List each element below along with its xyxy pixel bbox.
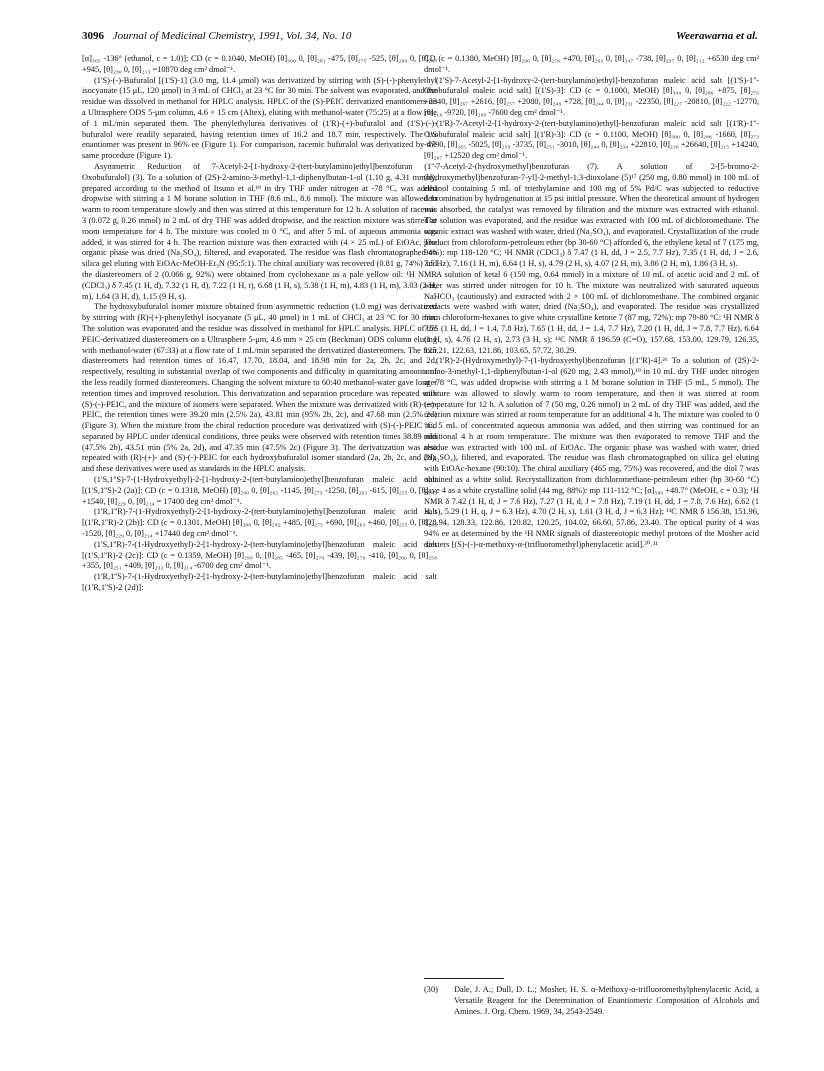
paragraph: (1'R)-2-(Hydroxymethyl)-7-(1-hydroxyethyl)benzofuran [(1''R)-4].²⁶ To a solution of (2S)-2-amino-3-methyl-1,1-diphenylbutan-1-ol (620 mg, 2.43 mmol),¹⁹ in 10 mL dry THF under nitrogen at -78 °C, was added dropwise with stirring a 1 M borane solution in THF (5 mL, 5 mmol). The mixture was allowed to slowly warm to room temperature, and then it was stirred at room temperature for 12 h. A solution of 7 (50 mg, 0.26 mmol) in 2 mL of dry THF was added, and the reaction mixture was stirred at room temperature for an additional 4 h. The mixture was cooled to 0 °C, 5 mL of concentrated aqueous ammonia was added, and then stirring was continued for an additional 4 h at room temperature. The mixture was then evaporated to remove THF and the residue was extracted with 100 mL of EtOAc. The organic phase was washed with water, dried (Na₂SO₄), filtered, and evaporated. The residue was flash chromatographed on silica gel eluting with EtOAc-hexane (90:10). The chiral auxiliary (465 mg, 75%) was recovered, and the diol 7 was obtained as a white solid. Recrystallization from dichloromethane-petroleum ether (bp 30-60 °C) gave 4 as a white crystalline solid (44 mg, 88%): mp 111-112 °C; [α]₅₈₉ +48.7° (MeOH, c = 0.3); ¹H NMR δ 7.42 (1 H, d, J = 7.6 Hz), 7.27 (1 H, d, J = 7.8 Hz), 7.19 (1 H, dd, J = 7.8, 7.6 Hz), 6.62 (1 H, s), 5.29 (1 H, q, J = 6.3 Hz), 4.70 (2 H, s), 1.61 (3 H, d, J = 6.3 Hz); ¹³C NMR δ 156.38, 151.96, 128.94, 128.33, 122.86, 120.82, 120.25, 104.02, 66.60, 57.86, 23.40. The optical purity of 4 was 94% ee as determined by the ¹H NMR signals of diastereotopic methyl protons of the Mosher acid diesters [(S)-(-)-α-methoxy-α-(trifluoromethyl)phenylacetic acid].³⁰˒³¹ bbox=[424, 356, 759, 549]
page-number: 3096 bbox=[82, 30, 104, 42]
footnote-number: (30) bbox=[424, 985, 438, 994]
running-header-left bbox=[82, 30, 351, 42]
footnote-divider bbox=[424, 978, 504, 979]
paragraph: A solution of ketal 6 (150 mg, 0.64 mmol) in a mixture of 10 mL of acetic acid and 2 mL of water was stirred under nitrogen for 10 h. The mixture was neutralized with saturated aqueous NaHCO₃ (cautiously) and extracted with 2 × 100 mL of dichloromethane. The combined organic extracts were washed with water, dried (Na₂SO₄), and evaporated. The residue was crystallized from chloroform-hexanes to give white crystalline ketone 7 (87 mg, 72%): mp 79-80 °C: ¹H NMR δ 7.75 (1 H, dd, J = 1.4, 7.8 Hz), 7.65 (1 H, dd, J = 1.4, 7.7 Hz), 7.20 (1 H, dd, J = 7.8, 7.7 Hz), 6.64 (1 H, s), 4.76 (2 H, s), 2.73 (3 H, s); ¹³C NMR δ 196.59 (C=O), 157.68, 153.00, 129.79, 126.35, 125.21, 122.63, 121.86, 103.65, 57.72, 30.29. bbox=[424, 269, 759, 355]
paragraph: Asymmetric Reduction of 7-Acetyl-2-[1-hydroxy-2-(tert-butylamino)ethyl]benzofuran (1''-Oxobufuralol) (3). To a solution of (2S)-2-amino-3-methyl-1,1-diphenylbutan-1-ol (1.10 g, 4.31 mmol), prepared according to the method of Itsuno et al.¹⁹ in dry THF under nitrogen at -78 °C, was added dropwise with stirring a 1 M borane solution in THF (8.6 mL, 8.6 mmol). The mixture was allowed to warm to room temperature slowly and then was stirred at this temperature for 12 h. A solution of racemic 3 (0.072 g, 0.26 mmol) in 2 mL of dry THF was added dropwise, and the reaction mixture was stirred at room temperature for 4 h. The mixture was cooled to 0 °C, and after 5 mL of aqueous ammonia was added, it was stirred for 4 h. The reaction mixture was then extracted with (4 × 25 mL) of EtOAc. The organic phase was dried (Na₂SO₄), filtered, and evaporated. The residue was flash chromatographed on silica gel eluting with EtOAc-MeOH-Et₃N (95:5:1). The chiral auxiliary was recovered (0.81 g, 74%) and the diastereomers of 2 (0.066 g, 92%) were obtained from cyclohexane as a pale yellow oil: ¹H NMR (CDCl₃) δ 7.45 (1 H, d), 7.32 (1 H, d), 7.22 (1 H, t), 6.68 (1 H, s), 5.38 (1 H, m), 4.83 (1 H, m), 3.03 (2 H, m), 1.64 (3 H, d), 1.15 (9 H, s). bbox=[82, 161, 437, 301]
journal-citation: Journal of Medicinal Chemistry, 1991, Vol. 34, No. 10 bbox=[112, 30, 352, 42]
page-header bbox=[82, 30, 758, 46]
right-column bbox=[424, 54, 759, 551]
paragraph: (1'S)-7-Acetyl-2-[1-hydroxy-2-(tert-butylamino)ethyl]-benzofuran maleic acid salt [(1'S)-1''-Oxobufuralol maleic acid salt] [(1'S)-3]: CD (c = 0.1000, MeOH) [θ]₃₀₀ 0, [θ]₂₈₆ +875, [θ]₂₇₆ +2340, [θ]₂₆₇ +2616, [θ]₂₅₇ +2080, [θ]₂₄₉ +728, [θ]₂₄₄ 0, [θ]₂₃₁ -22350, [θ]₂₂₇ -20810, [θ]₂₂₂ -12770, [θ]₂₁₈ -9720, [θ]₂₀₉ -7600 deg cm² dmol⁻¹. bbox=[424, 75, 759, 117]
paragraph: (1'R,1''R)-7-(1-Hydroxyethyl)-2-[1-hydroxy-2-(tert-butylamino)ethyl]benzofuran maleic acid salt [(1'R,1''R)-2 (2b)]: CD (c = 0.1301, MeOH) [θ]₃₀₀ 0, [θ]₂₈₂ +485, [θ]₂₇₅ +690, [θ]₂₆₃ +460, [θ]₂₅₅ 0, [θ]₂₄₃ -1520, [θ]₂₂₉ 0, [θ]₂₁₄ +17440 deg cm² dmol⁻¹. bbox=[82, 507, 437, 539]
paragraph: (1'S,1''S)-7-(1-Hydroxyethyl)-2-[1-hydroxy-2-(tert-butylamino)ethyl]benzofuran maleic acid salt [(1'S,1''S)-2 (2a)]: CD (c = 0.1318, MeOH) [θ]₂₉₀ 0, [θ]₂₈₂ -1145, [θ]₂₇₃ -1250, [θ]₂₆₃ -615, [θ]₂₅₅ 0, [θ]₂₄₃ +1540, [θ]₂₂₉ 0, [θ]₂₁₄ = 17400 deg cm² dmol⁻¹. bbox=[82, 475, 437, 506]
left-column bbox=[82, 54, 437, 594]
paragraph: (1'S)-(-)-Bufuralol [(1'S)-1] (3.0 mg, 11.4 μmol) was derivatized by stirring with (S)-(-)-phenylethyl isocyanate (15 μL, 120 μmol) in 3 mL of CHCl₃ at 23 °C for 30 min. The solvent was evaporated, and the residue was dissolved in methanol for HPLC analysis. HPLC of the (S)-PEIC derivatized enantiomers on a Ultrasphere ODS 5-μm column, 4.6 × 15 cm (Altex), eluting with methanol-water (75:25) at a flow rate of 1 mL/min separated them. The phenylethylurea derivatives of (1'R)-(+)-bufuralol and (1'S)-(-)-bufuralol were readily separated, having retention times of 16.2 and 18.7 min, respectively. The 1'S enantiomer was present in 96% ee (Figure 1). For comparison, racemic bufuralol was derivatized by the same procedure (Figure 1). bbox=[82, 75, 437, 161]
paragraph: CD (c = 0.1380, MeOH) [θ]₂₉₀ 0, [θ]₂₇₆ +470, [θ]₂₆₃ 0, [θ]₂₄₇ -738, [θ]₂₃₇ 0, [θ]₂₁₂ +6530 deg cm² dmol⁻¹. bbox=[424, 54, 759, 74]
author-header: Weerawarna et al. bbox=[676, 30, 758, 42]
footnote bbox=[424, 985, 759, 1017]
paragraph: 7-Acetyl-2-(hydroxymethyl)benzofuran (7). A solution of 2-[5-bromo-2-(hydroxymethyl)benzofuran-7-yl]-2-methyl-1,3-dioxolane (5)¹⁷ (250 mg, 0.80 mmol) in 100 mL of ethanol containing 5 mL of triethylamine and 100 mg of 5% Pd/C was subjected to reductive debromination by hydrogenation at 15 psi initial pressure. When the theoretical amount of hydrogen was absorbed, the catalyst was removed by filtration and the mixture was extracted with ethanol. The solution was evaporated, and the residue was extracted with 100 mL of dichloromethane. The organic extract was washed with water, dried (Na₂SO₄), and evaporated. Crystallization of the crude product from chloroform-petroleum ether (bp 30-60 °C) afforded 6, the ethylene ketal of 7 (175 mg, 94%): mp 118-120 °C; ¹H NMR (CDCl₃) δ 7.47 (1 H, dd, J = 2.5, 7.7 Hz), 7.35 (1 H, dd, J = 2.6, 7.5 Hz), 7.16 (1 H, m), 6.64 (1 H, s), 4.79 (2 H, s), 4.07 (2 H, m), 3.86 (2 H, m), 1.86 (3 H, s). bbox=[424, 161, 759, 269]
paragraph: (1'S,1''R)-7-(1-Hydroxyethyl)-2-[1-hydroxy-2-(tert-butylamino)ethyl]benzofuran maleic acid salt [(1'S,1''R)-2 (2c)]: CD (c = 0.1359, MeOH) [θ]₂₉₀ 0, [θ]₂₈₅ -465, [θ]₂₇₉ -439, [θ]₂₇₀ -410, [θ]₂₆₀ 0, [θ]₂₅₈ +355, [θ]₂₅₁ +409, [θ]₂₃₂ 0, [θ]₂₁₄ -6700 deg cm² dmol⁻¹. bbox=[82, 539, 437, 571]
paragraph: (1'R,1''S)-7-(1-Hydroxyethyl)-2-[1-hydroxy-2-(tert-butylamino)ethyl]benzofuran maleic acid salt [(1'R,1''S)-2 (2d)]: bbox=[82, 572, 437, 593]
paragraph: The hydroxybufuralol isomer mixture obtained from asymmetric reduction (1.0 mg) was derivatized by stirring with (R)-(+)-phenylethyl isocyanate (5 μL, 40 μmol) in 1 mL of CHCl₃ at 23 °C for 30 min. The solution was evaporated and the residue was dissolved in methanol for HPLC analysis. HPLC of the PEIC-derivatized diastereomers on a Ultrasphere 5-μm, 4.6 mm × 25 cm (Beckman) ODS column eluting with methanol-water (67:33) at a flow rate of 1 mL/min separated the derivatized diastereomers. The four diastereomers had retention times of 16.47, 17.70, 18.04, and 18.98 min for 2a, 2b, 2c, and 2d, respectively, resulting in substantial overlap of two components and difficulty in quantitating amounts of the less readily formed diastereomers. Changing the solvent mixture to 60:40 methanol-water gave longer retention times and improved resolution. This derivatization and separation procedure was repeated with (S)-(-)-PEIC, and the mixture of isomers were separated. When the mixture was derivatized with (R)-(+)-PEIC, the retention times were 39.20 min (2.5% 2a), 43.81 min (95% 2b, 2c), and 47.68 min (2.5% 2d) (Figure 3). When the mixture from the chiral reduction procedure was derivatized with (S)-(-)-PEIC and separated by HPLC under identical conditions, three peaks were observed with retention times 38.89 min (47.5% 2b), 43.51 min (5% 2a, 2d), and 47.35 min (47.5% 2c) (Figure 3). The derivatization was also repeated with (R)-(+)- and (S)-(-)-PEIC for each hydroxybufuralol isomer standard (2a, 2b, 2c, and 2d), and these derivatives were used as standards in the HPLC analysis. bbox=[82, 302, 437, 474]
paragraph: [α]₃₆₅ -136° (ethanol, c = 1.0)]; CD (c = 0.1040, MeOH) [θ]₃₀₀ 0, [θ]₂₈₁ -475, [θ]₂₇₅ -525, [θ]₂₆₀ 0, [θ]₂₄₃ +945, [θ]₂₃₀ 0, [θ]₂₁₃ =10870 deg cm² dmol⁻¹. bbox=[82, 54, 437, 74]
footnote-text: Dale, J. A.; Dull, D. L.; Mosher, H. S. α-Methoxy-α-trifluoromethylphenylacetic Acid, a Versatile Reagent for the Determination of Enantiomeric Composition of Alcohols and Amines. J. Org. Chem. 1969, 34, 2543-2549. bbox=[454, 985, 759, 1016]
paragraph: (1'R)-7-Acetyl-2-[1-hydroxy-2-(tert-butylamino)ethyl]-benzofuran maleic acid salt [(1'R)-1''-Oxobufuralol maleic acid salt] [(1'R)-3]: CD (c = 0.1100, MeOH) [θ]₃₀₀ 0, [θ]₂₈₈ -1660, [θ]₂₇₃ -4790, [θ]₂₆₅ -5025, [θ]₂₅₉ -3735, [θ]₂₅₁ -3010, [θ]₂₄₄ 0, [θ]₂₃₄ +22810, [θ]₂₂₆ +26640, [θ]₂₁₅ +14240, [θ]₂₀₇ +12520 deg cm² dmol⁻¹. bbox=[424, 118, 759, 161]
